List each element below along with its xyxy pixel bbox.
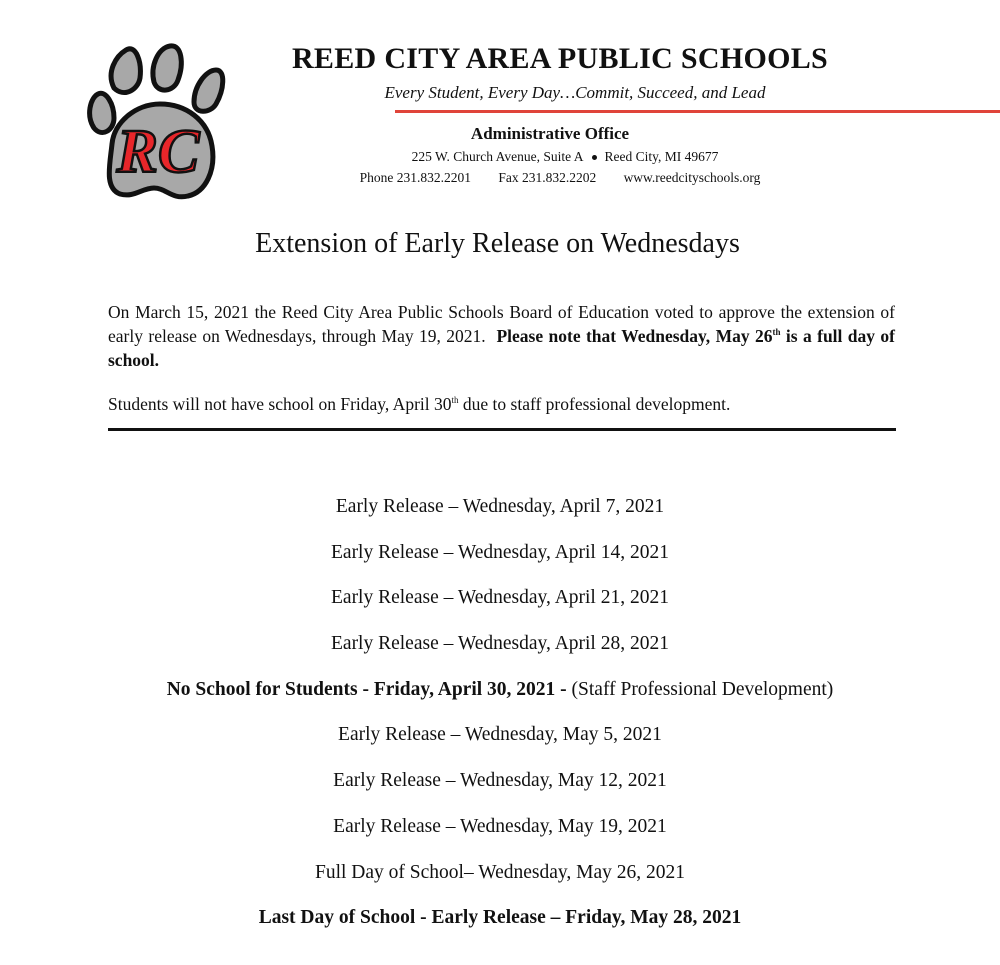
website-link[interactable]: www.reedcityschools.org [623,170,761,185]
street-address: 225 W. Church Avenue, Suite A [411,149,584,164]
schedule-item: Early Release – Wednesday, April 21, 2021 [331,587,669,609]
header-red-divider [395,110,1000,113]
no-school-paragraph: Students will not have school on Friday, April 30th due to staff professional development. [108,394,731,414]
svg-text:RC: RC [116,118,200,186]
school-name: REED CITY AREA PUBLIC SCHOOLS [291,42,829,75]
office-contact [320,170,800,186]
fax-number: Fax 231.832.2202 [498,170,597,185]
phone-number: Phone 231.832.2201 [359,170,471,185]
full-day-note: Please note that Wednesday, May 26th is a full day of school. [108,326,895,370]
schedule-item-no-school: No School for Students - Friday, April 30, 2021 - (Staff Professional Development) [166,678,834,700]
schedule-item: Early Release – Wednesday, May 5, 2021 [338,724,662,746]
schedule-item: Full Day of School– Wednesday, May 26, 2021 [315,861,685,883]
schedule-item: Early Release – Wednesday, May 19, 2021 [333,815,667,837]
schedule-item: Early Release – Wednesday, April 28, 2021 [331,633,669,655]
school-motto: Every Student, Every Day…Commit, Succeed, and Lead [384,83,766,102]
document-title: Extension of Early Release on Wednesdays [255,228,740,259]
bullet-icon [592,155,597,160]
paw-logo [84,42,230,202]
announcement-paragraph [108,300,895,372]
schedule-item-last-day: Last Day of School - Early Release – Friday, May 28, 2021 [258,907,742,929]
city-address: Reed City, MI 49677 [604,149,719,164]
schedule-item: Early Release – Wednesday, April 14, 2021 [331,541,669,563]
section-divider [108,428,896,431]
schedule-item: Early Release – Wednesday, April 7, 2021 [335,496,665,517]
release-schedule [0,492,1000,949]
office-title: Administrative Office [470,124,630,143]
office-address [380,149,750,165]
announcement-text: On March 15, 2021 the Reed City Area Public Schools Board of Education voted to approve the extension of early release on Wednesdays, through May 19, 2021. [108,302,895,346]
schedule-item: Early Release – Wednesday, May 12, 2021 [333,770,667,792]
